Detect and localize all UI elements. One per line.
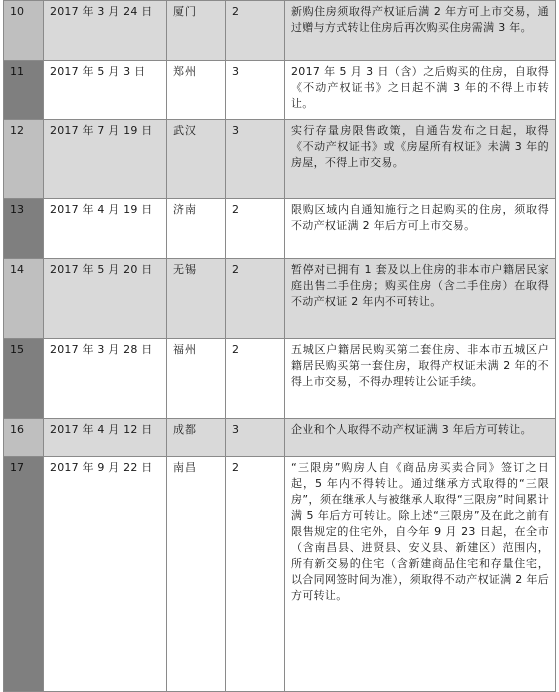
row-number: 14 [4,259,44,339]
row-date: 2017 年 9 月 22 日 [44,457,167,692]
row-city: 武汉 [167,120,226,199]
row-number: 13 [4,199,44,259]
table-row [4,339,556,419]
row-city: 福州 [167,339,226,419]
row-number: 10 [4,1,44,61]
row-level: 3 [226,120,285,199]
table-row [4,259,556,339]
table-row [4,457,556,692]
table-row [4,199,556,259]
row-policy-text: 五城区户籍居民购买第二套住房、非本市五城区户籍居民购买第一套住房，取得产权证未满 2 年的不得上市交易，不得办理转让公证手续。 [285,339,556,419]
row-policy-text: 新购住房须取得产权证后满 2 年方可上市交易，通过赠与方式转让住房后再次购买住房需满 3 年。 [285,1,556,61]
row-number: 12 [4,120,44,199]
row-date: 2017 年 3 月 24 日 [44,1,167,61]
row-policy-text: “三限房”购房人自《商品房买卖合同》签订之日起，5 年内不得转让。通过继承方式取得的“三限房”，须在继承人与被继承人取得“三限房”时间累计满 5 年后方可转让。除上述“三限房”及在此之前有限售规定的住宅外，自今年 9 月 23 日起，在全市（含南昌县、进贤县、安义县、新建区）范围内，所有新交易的住宅（含新建商品住宅和存量住宅，以合同网签时间为准），须取得不动产权证满 2 年后方可转让。 [285,457,556,692]
row-level: 2 [226,259,285,339]
row-level: 2 [226,199,285,259]
table-row [4,61,556,120]
row-level: 2 [226,457,285,692]
table-row [4,1,556,61]
row-date: 2017 年 4 月 19 日 [44,199,167,259]
row-date: 2017 年 5 月 3 日 [44,61,167,120]
row-date: 2017 年 5 月 20 日 [44,259,167,339]
table-row [4,419,556,457]
row-number: 11 [4,61,44,120]
row-city: 郑州 [167,61,226,120]
row-date: 2017 年 4 月 12 日 [44,419,167,457]
row-policy-text: 限购区域内自通知施行之日起购买的住房，须取得不动产权证满 2 年后方可上市交易。 [285,199,556,259]
row-city: 成都 [167,419,226,457]
row-level: 3 [226,419,285,457]
row-city: 南昌 [167,457,226,692]
row-policy-text: 暂停对已拥有 1 套及以上住房的非本市户籍居民家庭出售二手住房；购买住房（含二手住房）在取得不动产权证 2 年内不可转让。 [285,259,556,339]
row-number: 15 [4,339,44,419]
row-date: 2017 年 3 月 28 日 [44,339,167,419]
row-policy-text: 实行存量房限售政策，自通告发布之日起，取得《不动产权证书》或《房屋所有权证》未满 3 年的房屋，不得上市交易。 [285,120,556,199]
row-level: 3 [226,61,285,120]
housing-resale-restriction-table [3,0,556,692]
row-number: 16 [4,419,44,457]
row-level: 2 [226,339,285,419]
row-policy-text: 2017 年 5 月 3 日（含）之后购买的住房，自取得《不动产权证书》之日起不满 3 年的不得上市转让。 [285,61,556,120]
row-city: 无锡 [167,259,226,339]
row-city: 厦门 [167,1,226,61]
row-policy-text: 企业和个人取得不动产权证满 3 年后方可转让。 [285,419,556,457]
row-city: 济南 [167,199,226,259]
row-level: 2 [226,1,285,61]
row-date: 2017 年 7 月 19 日 [44,120,167,199]
row-number: 17 [4,457,44,692]
table-row [4,120,556,199]
